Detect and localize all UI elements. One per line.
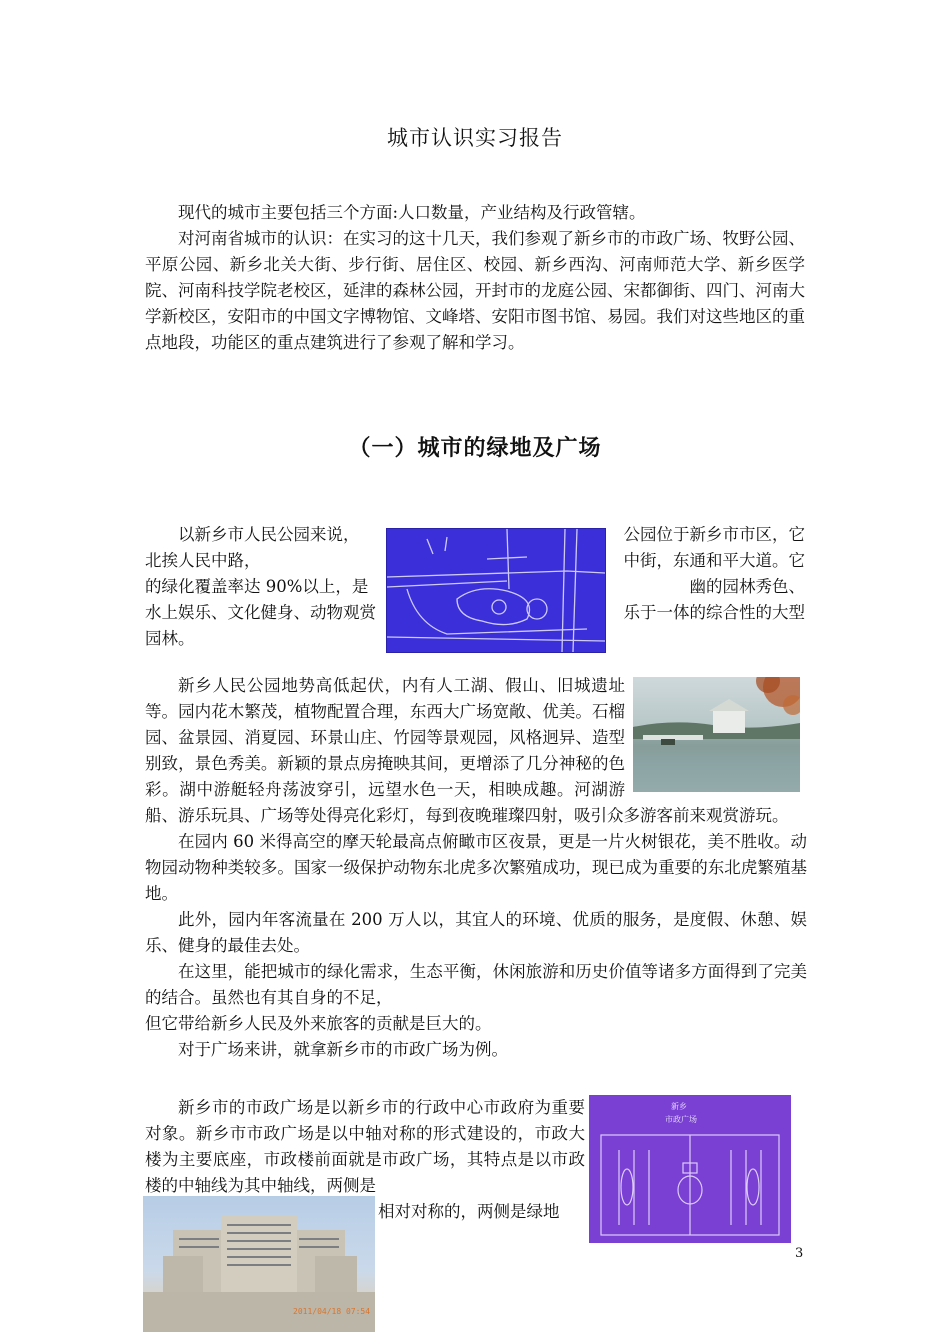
lake-paragraph-4b: 但它带给新乡人民及外来旅客的贡献是巨大的。 [145,1014,492,1033]
page-number: 3 [795,1246,804,1261]
park-line-5: 园林。 [145,629,195,648]
document-title: 城市认识实习报告 [387,126,563,150]
municipal-building-photo [143,1196,375,1332]
square-paragraph-1-end: 相对对称的，两侧是绿地 [378,1202,560,1221]
park-line-4a: 水上娱乐、文化健身、动物观赏 [145,603,376,622]
lake-pavilion-photo [633,677,800,792]
park-line-2b: 中街，东通和平大道。它 [623,551,805,570]
square-map-image [589,1095,791,1243]
lake-paragraph-1: 新乡人民公园地势高低起伏，内有人工湖、假山、旧城遗址等。园内花木繁茂，植物配置合理，东西大广场宽敞、优美。石榴园、盆景园、消夏园、环景山庄、竹园等景观园，风格迥异、造型别致，景色秀美。新颖的景点房掩映其间，更增添了几分神秘的色彩。湖中游艇轻舟荡波穿引，远望水色一天，相映成趣。河湖游船、游乐玩具、广场等处得亮化彩灯，每到夜晚璀璨四射，吸引众多游客前来观赏游玩。 [145,676,789,825]
lake-paragraph-2: 在园内 60 米得高空的摩天轮最高点俯瞰市区夜景，更是一片火树银花，美不胜收。动物园动物种类较多。国家一级保护动物东北虎多次繁殖成功，现已成为重要的东北虎繁殖基地。 [145,832,807,903]
square-paragraph-1: 新乡市的市政广场是以新乡市的行政中心市政府为重要对象。新乡市市政广场是以中轴对称的形式建设的，市政大楼为主要底座，市政楼前面就是市政广场，其特点是以市政楼的中轴线为其中轴线，两侧是 [145,1098,585,1195]
park-map-image [386,528,606,653]
intro-paragraph-2: 对河南省城市的认识：在实习的这十几天，我们参观了新乡市的市政广场、牧野公园、平原公园、新乡北关大街、步行街、居住区、校园、新乡西沟、河南师范大学、新乡医学院、河南科技学院老校区，延津的森林公园，开封市的龙庭公园、宋都御街、四门、河南大学新校区，安阳市的中国文字博物馆、文峰塔、安阳市图书馆、易园。我们对这些地区的重点地段，功能区的重点建筑进行了参观了解和学习。 [145,229,805,352]
municipal-building-illustration [143,1196,375,1332]
lake-pavilion-illustration [633,677,800,792]
intro-paragraph-1: 现代的城市主要包括三个方面:人口数量，产业结构及行政管辖。 [178,203,646,222]
photo-timestamp: 2011/04/18 07:54 [293,1307,371,1316]
park-line-3b: 幽的园林秀色、 [689,577,805,596]
section-heading: （一）城市的绿地及广场 [348,436,602,461]
square-map-sketch [589,1095,791,1243]
park-line-1a: 以新乡市人民公园来说， [178,525,360,544]
park-line-1b: 公园位于新乡市市区，它 [623,525,805,544]
park-line-2a: 北挨人民中路， [145,551,261,570]
lake-paragraph-4a: 在这里，能把城市的绿化需求，生态平衡，休闲旅游和历史价值等诸多方面得到了完美的结合。虽然也有其自身的不足， [145,962,807,1007]
square-map-top-label: 新乡 [671,1102,687,1111]
park-map-sketch [387,529,605,652]
park-line-3a: 的绿化覆盖率达 90%以上，是 [145,577,369,596]
square-map-caption: 市政广场 [665,1115,697,1124]
lake-paragraph-5: 对于广场来讲，就拿新乡市的市政广场为例。 [178,1040,508,1059]
intro-section [145,200,805,356]
park-line-4b: 乐于一体的综合性的大型 [623,603,805,622]
lake-paragraph-3: 此外，园内年客流量在 200 万人以，其宜人的环境、优质的服务，是度假、休憩、娱乐、健身的最佳去处。 [145,910,807,955]
